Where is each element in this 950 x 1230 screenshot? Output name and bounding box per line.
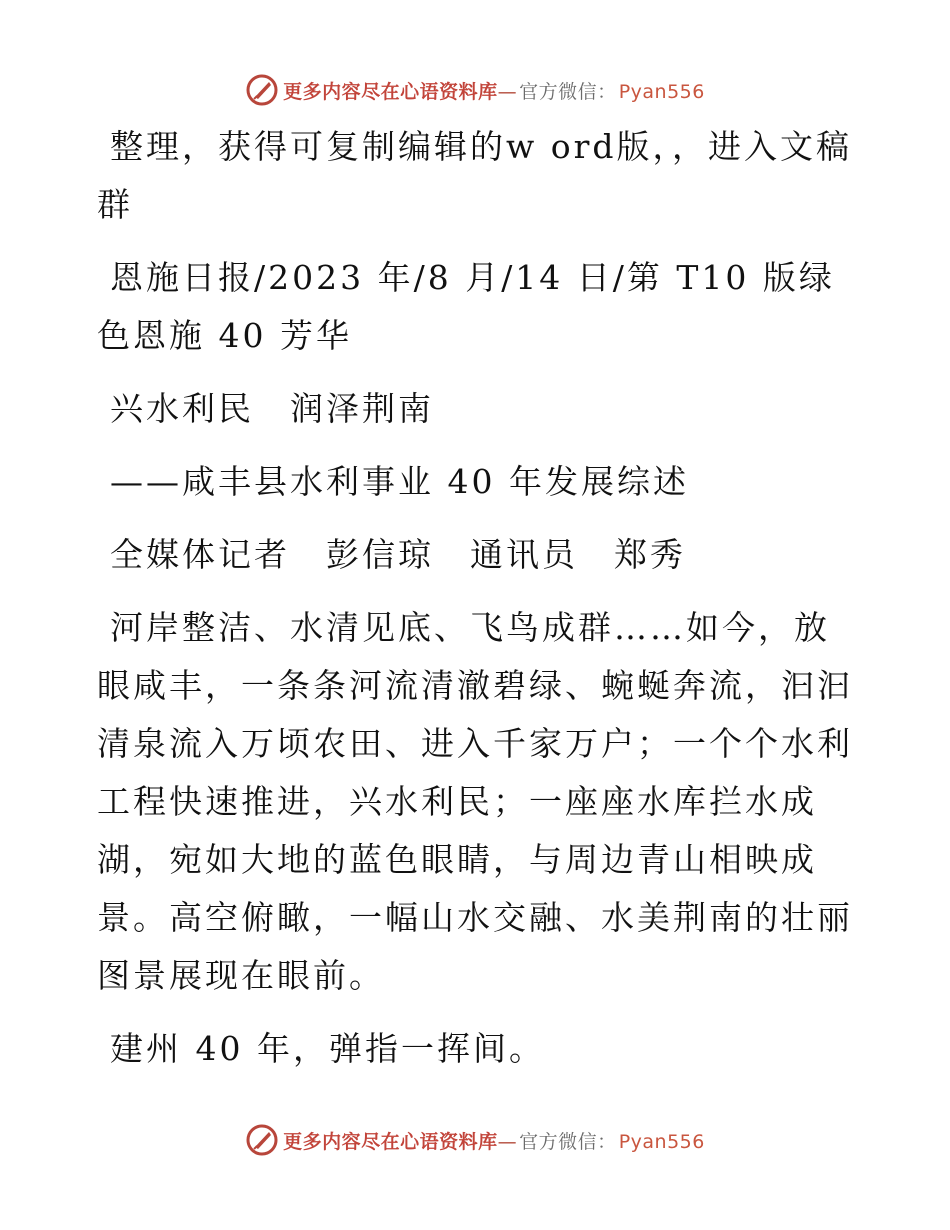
watermark-official-label: 官方微信： (519, 1130, 617, 1153)
article-subtitle: ——咸丰县水利事业 40 年发展综述 (110, 462, 689, 501)
quill-pen-logo-icon (245, 73, 279, 107)
watermark-brand: 更多内容尽在心语资料库 (283, 80, 498, 103)
quill-pen-logo-icon (245, 1123, 279, 1157)
footer-watermark (0, 1120, 950, 1160)
intro-paragraph: 整理，获得可复制编辑的w ord版，，进入文稿群 (97, 127, 853, 224)
byline: 全媒体记者 彭信琼 通讯员 郑秀 (110, 535, 686, 574)
article-title: 兴水利民 润泽荆南 (110, 389, 434, 428)
body-paragraph: 河岸整洁、水清见底、飞鸟成群……如今，放眼咸丰，一条条河流清澈碧绿、蜿蜒奔流，汩汩清泉流入万顷农田、进入千家万户；一个个水利工程快速推进，兴水利民；一座座水库拦水成湖，宛如大地的蓝色眼睛，与周边青山相映成景。高空俯瞰，一幅山水交融、水美荆南的壮丽图景展现在眼前。 (97, 608, 853, 995)
header-watermark (0, 70, 950, 110)
watermark-official-label: 官方微信： (519, 80, 617, 103)
document-body (97, 118, 857, 1093)
watermark-separator: — (497, 80, 518, 103)
watermark-separator: — (497, 1130, 518, 1153)
watermark-wechat-id: Pyan556 (618, 1130, 705, 1153)
source-line: 恩施日报/2023 年/8 月/14 日/第 T10 版绿色恩施 40 芳华 (97, 258, 835, 355)
watermark-wechat-id: Pyan556 (618, 80, 705, 103)
body-paragraph: 建州 40 年，弹指一挥间。 (110, 1029, 545, 1068)
watermark-brand: 更多内容尽在心语资料库 (283, 1130, 498, 1153)
